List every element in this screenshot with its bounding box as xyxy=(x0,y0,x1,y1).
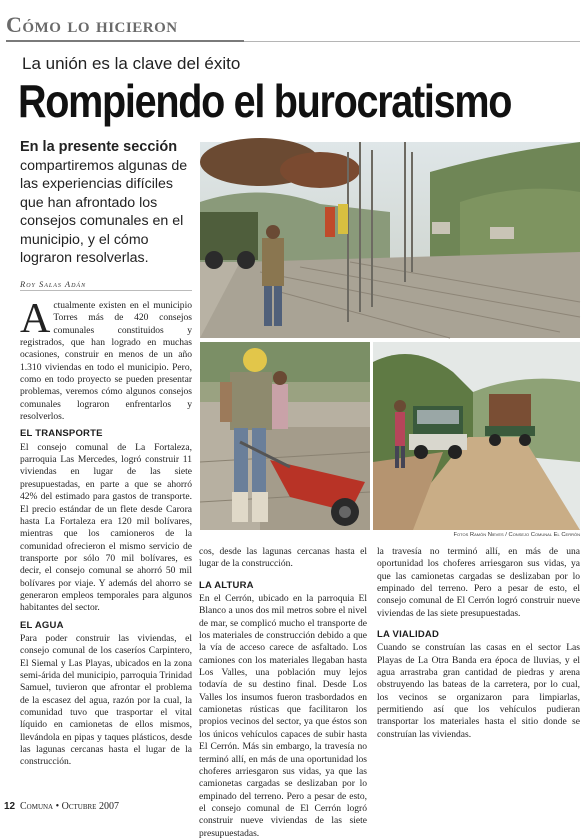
section-heading-altura: LA ALTURA xyxy=(199,579,254,591)
section-heading-transporte: EL TRANSPORTE xyxy=(20,428,103,440)
section-heading-agua: EL AGUA xyxy=(20,619,64,631)
column-1 xyxy=(20,296,192,768)
column-3 xyxy=(377,546,580,741)
section-text-vialidad: Cuando se construían las casas en el sector Las Playas de La Otra Banda era época de lluvias, y el agua arrastraba gran cantidad de piedras y arena obstruyendo las bateas de la carretera, por lo cual, los vecinos se organizaron para limpiarlas, permitiendo así que los vehículos pudieran transportar los materiales hasta el sitio donde se construían las viviendas. xyxy=(377,642,580,740)
section-label: Cómo lo hicieron xyxy=(6,12,178,37)
section-heading-vialidad: LA VIALIDAD xyxy=(377,629,440,641)
column-2 xyxy=(199,546,367,839)
opening-paragraph: ctualmente existen en el municipio Torres más de 420 consejos comunales constituidos y registrados, que han logrado en muchas ocasiones, construir en menos de un año 1.310 viviendas en todo el municipio. Pero, como en todo proyecto se pueden presentar problemas, veremos cómo algunos consejos comunales lograron enfrentarlos y resolverlos. xyxy=(20,300,192,423)
byline-rule xyxy=(20,290,192,291)
continuation-agua: cos, desde las lagunas cercanas hasta el lugar de la construcción. xyxy=(199,546,367,570)
section-text-agua: Para poder construir las viviendas, el consejo comunal de los caseríos Carpintero, El Siemal y Las Playas, ubicados en la zona semi-árida del municipio, parroquia Trinidad Samuel, tuvieron que afrontar el problema de la escasez del agua, razón por la cual, la comunidad tuvo que trasportar el vital líquido en camionetas de ellos mismos, llevándola en pipas y taques plásticos, desde las lagunas cercanas hasta el lugar de la construcción. xyxy=(20,632,192,768)
intro-text: compartiremos algunas de las experiencias difíciles que han afrontado los consejos comunales en el municipio, y el cómo lograron resolverlas. xyxy=(20,157,188,266)
trucks-on-road-photo xyxy=(373,342,580,530)
article-subtitle: La unión es la clave del éxito xyxy=(22,54,241,73)
section-text-transporte: El consejo comunal de La Fortaleza, parroquia Las Mercedes, logró construir 11 viviendas en lugar de las siete presupuestadas, en parte a que se ahorró 42% del estimado para gastos de transporte. El precio estándar de un flete desde Carora hasta La Fortaleza era 120 mil bolívares, mientras que los camioneros de la comunidad ofrecieron el mismo servicio de transporte por sólo 70 mil bolívares, es decir, el consejo comunal se ahorró 50 mil bolívares por viaje. Y además del ahorro se generaron empleos temporales para algunos habitantes del sector. xyxy=(20,441,192,614)
intro-block xyxy=(20,138,196,268)
continuation-altura: la travesía no terminó allí, en más de una oportunidad los choferes arriesgaron sus vidas, ya que las camionetas cargadas se deslizaban por lo empinado del terreno. Pero a pesar de esto, el consejo comunal de El Cerrón logró construir nueve viviendas de las siete presupuestadas. xyxy=(377,546,580,619)
intro-lead: En la presente sección xyxy=(20,139,178,155)
publication-footer: Comuna • Octubre 2007 xyxy=(20,801,119,812)
drop-cap: A xyxy=(20,296,51,342)
wheelbarrow-worker-photo xyxy=(200,342,370,530)
article-headline: Rompiendo el burocratismo xyxy=(18,75,512,127)
section-text-altura: En el Cerrón, ubicado en la parroquia El Blanco a unos dos mil metros sobre el nivel de mar, se complicó mucho el transporte de los materiales de construcción debido a que la vía de acceso carece de asfaltado. Los camiones con los materiales llegaban hasta Los Valles, una población muy lejos todavía de su destino final. Desde Los Valles los insumos fueron trasbordados en camionetas rústicas que facilitaron los propios vecinos del sector, ya que éstos son los únicos vehículos capaces de subir hasta El Cerrón. Más sin embargo, la travesía no terminó allí, en más de una oportunidad los choferes arriesgaron sus vidas, ya que las camionetas cargadas se deslizaban por lo empinado del terreno. Pero a pesar de esto, el consejo comunal de El Cerrón logró construir nueve viviendas de las siete presupuestadas. xyxy=(199,593,367,839)
byline: Roy Salas Adán xyxy=(20,279,87,289)
page-number: 12 xyxy=(4,801,16,812)
construction-site-photo xyxy=(200,142,580,338)
photo-credit: Fotos Ramón Nieves / Consejo Comunal El Cerrón xyxy=(453,532,580,538)
section-rule-thin xyxy=(244,41,580,42)
section-rule xyxy=(6,40,244,42)
